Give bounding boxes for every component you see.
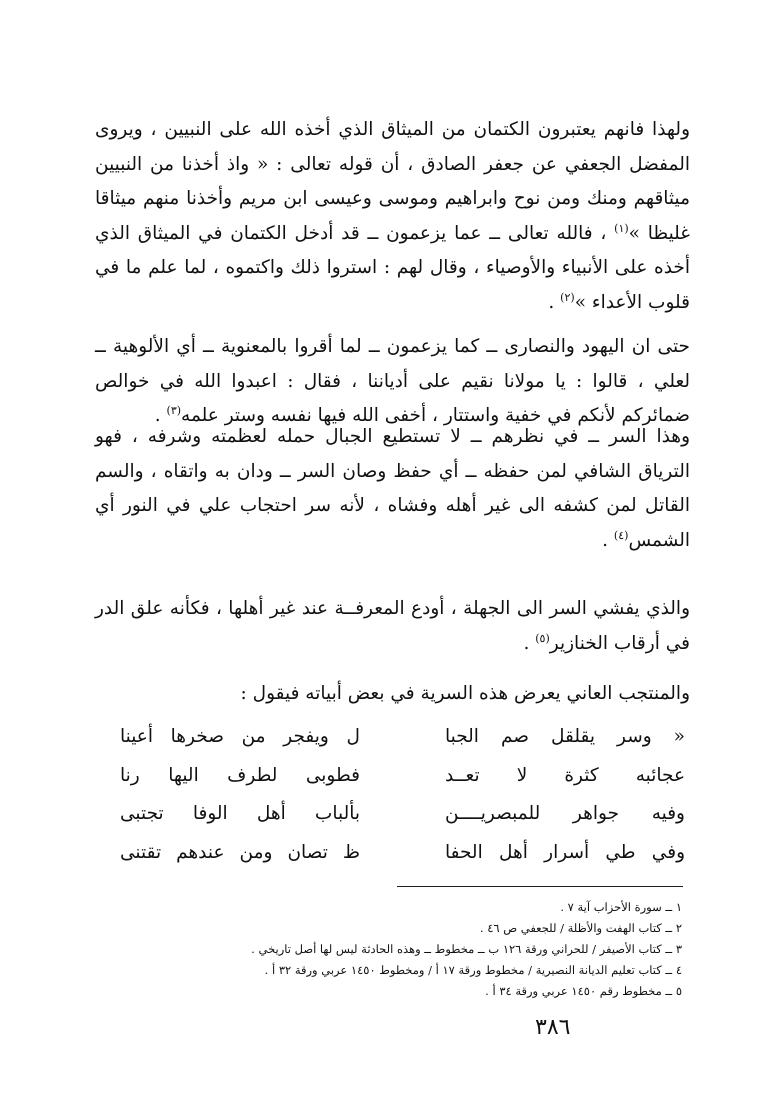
paragraph-2-text: حتى ان اليهود والنصارى ــ كما يزعمون ــ لما أقروا بالمعنوية ــ أي الألوهية ــ لعلي ، قالوا : يا مولانا نقيم على أدياننا ، فقال : اعبدوا الله في خوالص ضمائركم لأنكم في خفية واستتار ، أخفى الله فيها نفسه وستر علمه (95, 336, 690, 426)
footnote-ref-3: (٣) (166, 403, 182, 417)
footnote-ref-2: (٢) (560, 290, 575, 304)
verse-second-hemistich: بألباب أهل الوفا تجتبى (120, 803, 360, 824)
verse-second-hemistich: ل ويفجر من صخرها أعينا (120, 726, 360, 747)
verse (120, 757, 685, 796)
paragraph-1 (95, 113, 690, 320)
paragraph-4-end: . (523, 632, 536, 654)
verse-second-hemistich: ظ تصان ومن عندهم تقتنى (120, 841, 360, 863)
footnote-item: ٣ ــ كتاب الأصيفر / للحراني ورقة ١٢٦ ب ــ مخطوط ــ وهذه الحادثة ليس لها أصل تاريخي . (251, 942, 682, 956)
paragraph-3-end: . (602, 529, 614, 551)
footnote-item: ٢ ــ كتاب الهفت والأظلة / للجعفي ص ٤٦ . (479, 921, 682, 935)
paragraph-2-end: . (154, 405, 167, 426)
verse (120, 834, 685, 873)
footnote-ref-1: (١) (614, 221, 629, 235)
paragraph-1-text: ولهذا فانهم يعتبرون الكتمان من الميثاق الذي أخذه الله على النبيين ، ويروى المفضل الجعفي عن جعفر الصادق ، أن قوله تعالى : « واذ أخذنا من النبيين ميثاقهم ومنك ومن نوح وابراهيم وموسى وعيسى ابن مريم وأخذنا منهم ميثاقا غليظا » (95, 119, 690, 244)
paragraph-3 (95, 420, 690, 558)
paragraph-1-text-cont: ، فالله تعالى ــ عما يزعمون ــ قد أدخل الكتمان في الميثاق الذي أخذه على الأنبياء والأوصياء ، وقال لهم : استروا ذلك واكتموه ، لما علم ما في قلوب الأعداء » (95, 222, 690, 313)
verse-first-hemistich: وفي طي أسرار أهل الحفا (445, 841, 685, 863)
paragraph-1-end: . (548, 291, 561, 313)
footnote-item: ١ ــ سورة الأحزاب آية ٧ . (560, 900, 682, 914)
footnote-ref-5: (٥) (535, 631, 550, 645)
verse-second-hemistich: فطوبى لطرف اليها رنا (120, 764, 360, 786)
poem (120, 718, 685, 872)
paragraph-4 (95, 592, 690, 661)
verse-first-hemistich: وفيه جواهر للمبصريــــن (445, 803, 685, 824)
verse (120, 718, 685, 757)
footnote-item: ٥ ــ مخطوط رقم ١٤٥٠ عربي ورقة ٣٤ أ . (485, 984, 682, 998)
verse-first-hemistich: عجائبه كثرة لا تعــد (445, 764, 685, 786)
footnote-divider (397, 886, 683, 887)
paragraph-3-text: وهذا السر ــ في نظرهم ــ لا تستطيع الجبال حمله لعظمته وشرفه ، فهو الترياق الشافي لمن حفظه ــ أي حفظ وصان السر ــ ودان به واتقاه ، والسم القاتل لمن كشفه الى غير أهله وفشاه ، لأنه سر احتجاب علي في النور أي الشمس (95, 426, 690, 551)
verse-first-hemistich: « وسر يقلقل صم الجبا (445, 726, 685, 747)
footnote-ref-4: (٤) (613, 528, 629, 542)
page-number: ٣٨٦ (535, 1015, 571, 1040)
poem-intro-text: والمنتجب العاني يعرض هذه السرية في بعض أبياته فيقول : (240, 683, 690, 704)
verse (120, 795, 685, 834)
footnotes (142, 897, 682, 1002)
paragraph-4-text: والذي يفشي السر الى الجهلة ، أودع المعرفــة عند غير أهلها ، فكأنه علق الدر في أرقاب الخنازير (95, 598, 690, 654)
poem-intro (95, 677, 690, 712)
footnote-item: ٤ ــ كتاب تعليم الديانة النصيرية / مخطوط ورقة ١٧ أ / ومخطوط ١٤٥٠ عربي ورقة ٣٢ أ . (264, 963, 682, 977)
paragraph-2 (95, 330, 690, 434)
